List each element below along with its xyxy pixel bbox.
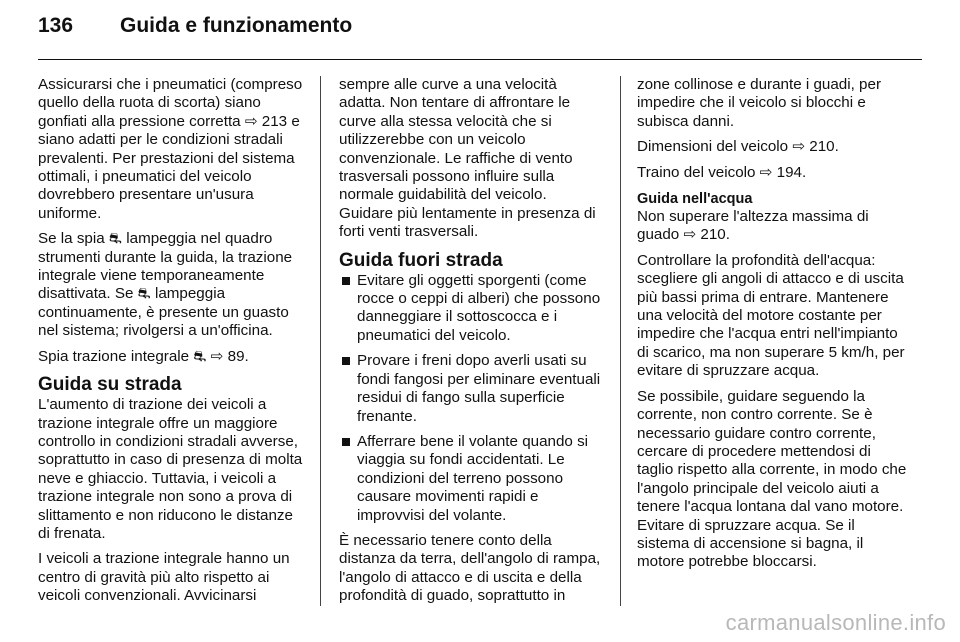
paragraph-warning-light: Se la spia ⛐ lampeggia nel quadro strumenti durante la guida, la trazione integrale viene temporaneamente disattivata. Se ⛐ lampeggia continuamente, è presente un guasto nel sistema; rivolgersi a un'officina. (38, 230, 293, 340)
page-number: 136 (38, 14, 74, 37)
paragraph-max-wading: Non superare l'altezza massima di guado ⇨ 210. (637, 208, 869, 244)
heading-offroad-driving: Guida fuori strada (339, 249, 503, 271)
column-3 (637, 76, 907, 579)
list-item: Provare i freni dopo averli usati su fondi fangosi per eliminare eventuali residui di fango sulla superficie frenante. (339, 352, 603, 426)
column-divider-1 (320, 76, 321, 606)
column-1 (38, 76, 304, 613)
bullet-square-icon (342, 277, 350, 285)
page-header (38, 14, 922, 54)
list-item: Evitare gli oggetti sporgenti (come rocce o ceppi di alberi) che possono danneggiare il sottoscocca e i pneumatici del veicolo. (339, 272, 603, 346)
heading-road-driving: Guida su strada (38, 374, 182, 396)
paragraph-towing-ref: Traino del veicolo ⇨ 194. (637, 163, 807, 181)
paragraph-ground-clearance: È necessario tenere conto della distanza da terra, dell'angolo di rampa, l'angolo di attacco e di uscita e della profondità di guado, soprattutto in (339, 531, 601, 605)
watermark: carmanualsonline.info (725, 610, 946, 635)
paragraph-current: Se possibile, guidare seguendo la corrente, non contro corrente. Se è necessario guidare contro corrente, cercare di procedere mettendosi di taglio rispetto alla corrente, in modo che l'angolo principale del veicolo aiuti a tenere l'acqua lontana dal vano motore. Evitare di spruzzare acqua. Se il sistema di accensione si bagna, il motore potrebbe bloccarsi. (637, 387, 907, 571)
heading-water-driving: Guida nell'acqua (637, 191, 753, 208)
header-rule (38, 59, 922, 60)
offroad-bullet-list (339, 272, 603, 525)
paragraph-curves: sempre alle curve a una velocità adatta. Non tentare di affrontare le curve alla stessa velocità che si utilizzerebbe con un veicolo convenzionale. Le raffiche di vento trasversali possono influire sulla normale guidabilità del veicolo. Guidare più lentamente in presenza di forti venti trasversali. (339, 76, 596, 241)
bullet-square-icon (342, 438, 350, 446)
chapter-title: Guida e funzionamento (120, 14, 353, 37)
paragraph-tyres: Assicurarsi che i pneumatici (compreso quello della ruota di scorta) siano gonfiati alla pressione corretta ⇨ 213 e siano adatti per le condizioni stradali prevalenti. Per prestazioni del sistema ottimali, i pneumatici del veicolo dovrebbero presentare un'usura uniforme. (38, 76, 303, 222)
paragraph-water-depth: Controllare la profondità dell'acqua: scegliere gli angoli di attacco e di uscita più bassi prima di entrare. Mantenere una velocità del motore costante per impedire che l'acqua entri nell'impianto di scarico, ma non superare 5 km/h, per evitare di spruzzare acqua. (637, 251, 905, 380)
bullet-square-icon (342, 357, 350, 365)
list-item: Afferrare bene il volante quando si viaggia su fondi accidentati. Le condizioni del terreno possono causare movimenti rapidi e improvvisi del volante. (339, 433, 603, 525)
paragraph-vehicle-dimensions-ref: Dimensioni del veicolo ⇨ 210. (637, 138, 839, 156)
paragraph-center-gravity: I veicoli a trazione integrale hanno un centro di gravità più alto rispetto ai veicoli convenzionali. Avvicinarsi (38, 550, 290, 605)
paragraph-awd-light-ref: Spia trazione integrale ⛐ ⇨ 89. (38, 347, 249, 365)
column-divider-2 (620, 76, 621, 606)
paragraph-hilly-zones: zone collinose e durante i guadi, per impedire che il veicolo si blocchi e subisca danni. (637, 76, 882, 130)
column-2 (339, 76, 603, 613)
paragraph-road-traction: L'aumento di trazione dei veicoli a trazione integrale offre un maggiore controllo in condizioni stradali avverse, soprattutto in caso di presenza di molta neve e ghiaccio. Tuttavia, i veicoli a trazione integrale non sono a prova di slittamento e non riducono le distanze di frenata. (38, 396, 303, 542)
